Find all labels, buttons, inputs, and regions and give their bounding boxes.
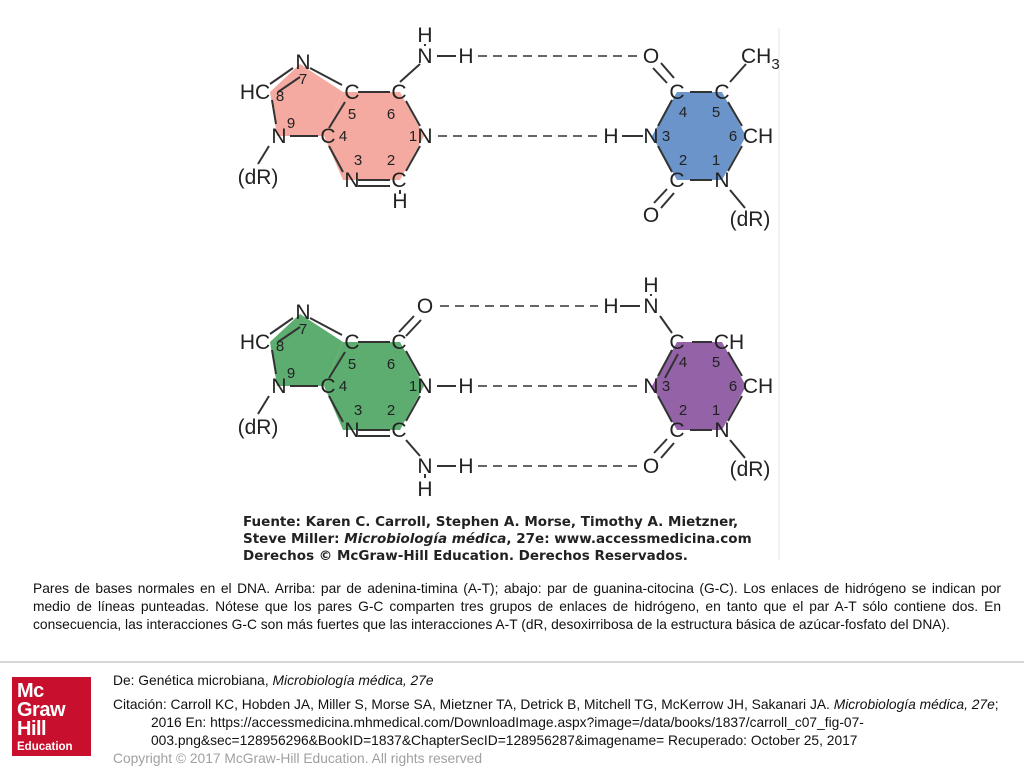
amine-h-right: H <box>458 455 474 478</box>
atom-n3: N <box>643 375 659 398</box>
atom-o4: O <box>642 45 660 68</box>
credit-line-1: Fuente: Karen C. Carroll, Stephen A. Morse, Timothy A. Mietzner, <box>243 514 739 530</box>
pos-9: 9 <box>286 115 296 132</box>
atom-c8: HC <box>239 331 271 354</box>
atom-h3: H <box>603 125 619 148</box>
sugar-dR: (dR) <box>237 416 279 439</box>
amine-h-down: H <box>417 478 433 501</box>
amine-h-left: H <box>603 295 619 318</box>
pos-6: 6 <box>386 356 396 373</box>
adenine-thymine-pair <box>238 24 780 231</box>
pos-5: 5 <box>347 106 357 123</box>
pos-1: 1 <box>711 402 721 419</box>
pos-3: 3 <box>353 152 363 169</box>
figure-credit <box>243 514 752 564</box>
guanine-cytosine-pair <box>238 274 774 501</box>
source-block <box>113 672 1003 768</box>
atom-c2: C <box>391 419 407 442</box>
cytosine-base <box>603 274 773 481</box>
atom-c6: CH <box>742 125 774 148</box>
atom-n7: N <box>295 51 311 74</box>
pos-1: 1 <box>408 128 418 145</box>
atom-c2: C <box>391 169 407 192</box>
atom-n1: N <box>417 375 433 398</box>
sugar-dR: (dR) <box>729 208 771 231</box>
pos-2: 2 <box>386 402 396 419</box>
thymine-base <box>603 45 779 231</box>
atom-o6: O <box>416 295 434 318</box>
pos-5: 5 <box>347 356 357 373</box>
atom-c6: C <box>391 81 407 104</box>
pos-8: 8 <box>275 88 285 105</box>
amine-h2: H <box>458 45 474 68</box>
atom-c5: C <box>714 81 730 104</box>
atom-n1: N <box>714 419 730 442</box>
atom-n9: N <box>271 125 287 148</box>
source-citation: Citación: Carroll KC, Hobden JA, Miller S, Morse SA, Mietzner TA, Detrick B, Mitchell TG, McKerrow JH, Sakanari JA. Microbiología médica, 27e; 2016 En: https://accessmedicina.mhmedical.com/DownloadImage.aspx?image=/data/books/1837/carroll_c07_fig-07-003.png&sec=128956296&BookID=1837&ChapterSecID=128956287&imagename= Recuperado: October 25, 2017 <box>113 697 999 748</box>
credit-line-2: Steve Miller: Microbiología médica, 27e: www.accessmedicina.com <box>243 531 752 547</box>
pos-1: 1 <box>711 152 721 169</box>
atom-n9: N <box>271 375 287 398</box>
atom-h1: H <box>458 375 474 398</box>
pos-4: 4 <box>678 354 688 371</box>
pos-7: 7 <box>298 71 308 88</box>
atom-c8: HC <box>239 81 271 104</box>
pos-1: 1 <box>408 378 418 395</box>
atom-o2: O <box>642 204 660 227</box>
pos-4: 4 <box>678 104 688 121</box>
pos-4: 4 <box>338 378 348 395</box>
atom-c5: C <box>344 331 360 354</box>
source-from: De: Genética microbiana, Microbiología médica, 27e <box>113 673 434 688</box>
adenine-base <box>238 24 474 213</box>
pos-2: 2 <box>386 152 396 169</box>
pos-4: 4 <box>338 128 348 145</box>
amine-n: N <box>417 455 433 478</box>
pos-2: 2 <box>678 152 688 169</box>
atom-o2: O <box>642 455 660 478</box>
pos-2: 2 <box>678 402 688 419</box>
guanine-base <box>238 295 474 501</box>
sugar-dR: (dR) <box>237 166 279 189</box>
copyright-notice: Copyright © 2017 McGraw-Hill Education. All rights reserved <box>113 751 483 766</box>
pos-8: 8 <box>275 338 285 355</box>
pos-3: 3 <box>661 128 671 145</box>
atom-n7: N <box>295 301 311 324</box>
atom-c5: CH <box>713 331 745 354</box>
atom-c6: CH <box>742 375 774 398</box>
atom-c4: C <box>320 375 336 398</box>
atom-n1: N <box>417 125 433 148</box>
atom-c5: C <box>344 81 360 104</box>
atom-c6: C <box>391 331 407 354</box>
atom-n3: N <box>643 125 659 148</box>
atom-c4: C <box>669 331 685 354</box>
credit-line-3: Derechos © McGraw-Hill Education. Derechos Reservados. <box>243 548 688 564</box>
atom-n3: N <box>344 169 360 192</box>
divider <box>0 661 1024 663</box>
pos-5: 5 <box>711 104 721 121</box>
sugar-dR: (dR) <box>729 458 771 481</box>
atom-n3: N <box>344 419 360 442</box>
amine-n: N <box>643 295 659 318</box>
amine-h-top: H <box>643 274 659 297</box>
mcgraw-hill-education-logo: Mc Graw Hill Education <box>12 677 91 756</box>
pos-7: 7 <box>298 321 308 338</box>
atom-h2: H <box>392 190 408 213</box>
amine-n: N <box>417 45 433 68</box>
pos-3: 3 <box>353 402 363 419</box>
atom-n1: N <box>714 169 730 192</box>
atom-c4: C <box>320 125 336 148</box>
pos-9: 9 <box>286 365 296 382</box>
methyl-group: $CH_3$ <box>741 45 780 73</box>
atom-c2: C <box>669 169 685 192</box>
figure-caption: Pares de bases normales en el DNA. Arriba: par de adenina-timina (A-T); abajo: par de guanina-citocina (G-C). Los enlaces de hidrógeno se indican por medio de líneas punteadas. Nótese que los pares G-C comparten tres grupos de enlaces de hidrógeno, en tanto que el par A-T sólo contiene dos. En consecuencia, las interacciones G-C son más fuertes que las interacciones A-T (dR, desoxirribosa de la estructura básica de azúcar-fosfato del DNA). <box>33 581 1001 632</box>
base-pair-diagram <box>230 20 790 565</box>
pos-6: 6 <box>728 378 738 395</box>
atom-c2: C <box>669 419 685 442</box>
pos-6: 6 <box>386 106 396 123</box>
pos-3: 3 <box>661 378 671 395</box>
pos-6: 6 <box>728 128 738 145</box>
pos-5: 5 <box>711 354 721 371</box>
atom-c4: C <box>669 81 685 104</box>
amine-h: H <box>417 24 433 47</box>
